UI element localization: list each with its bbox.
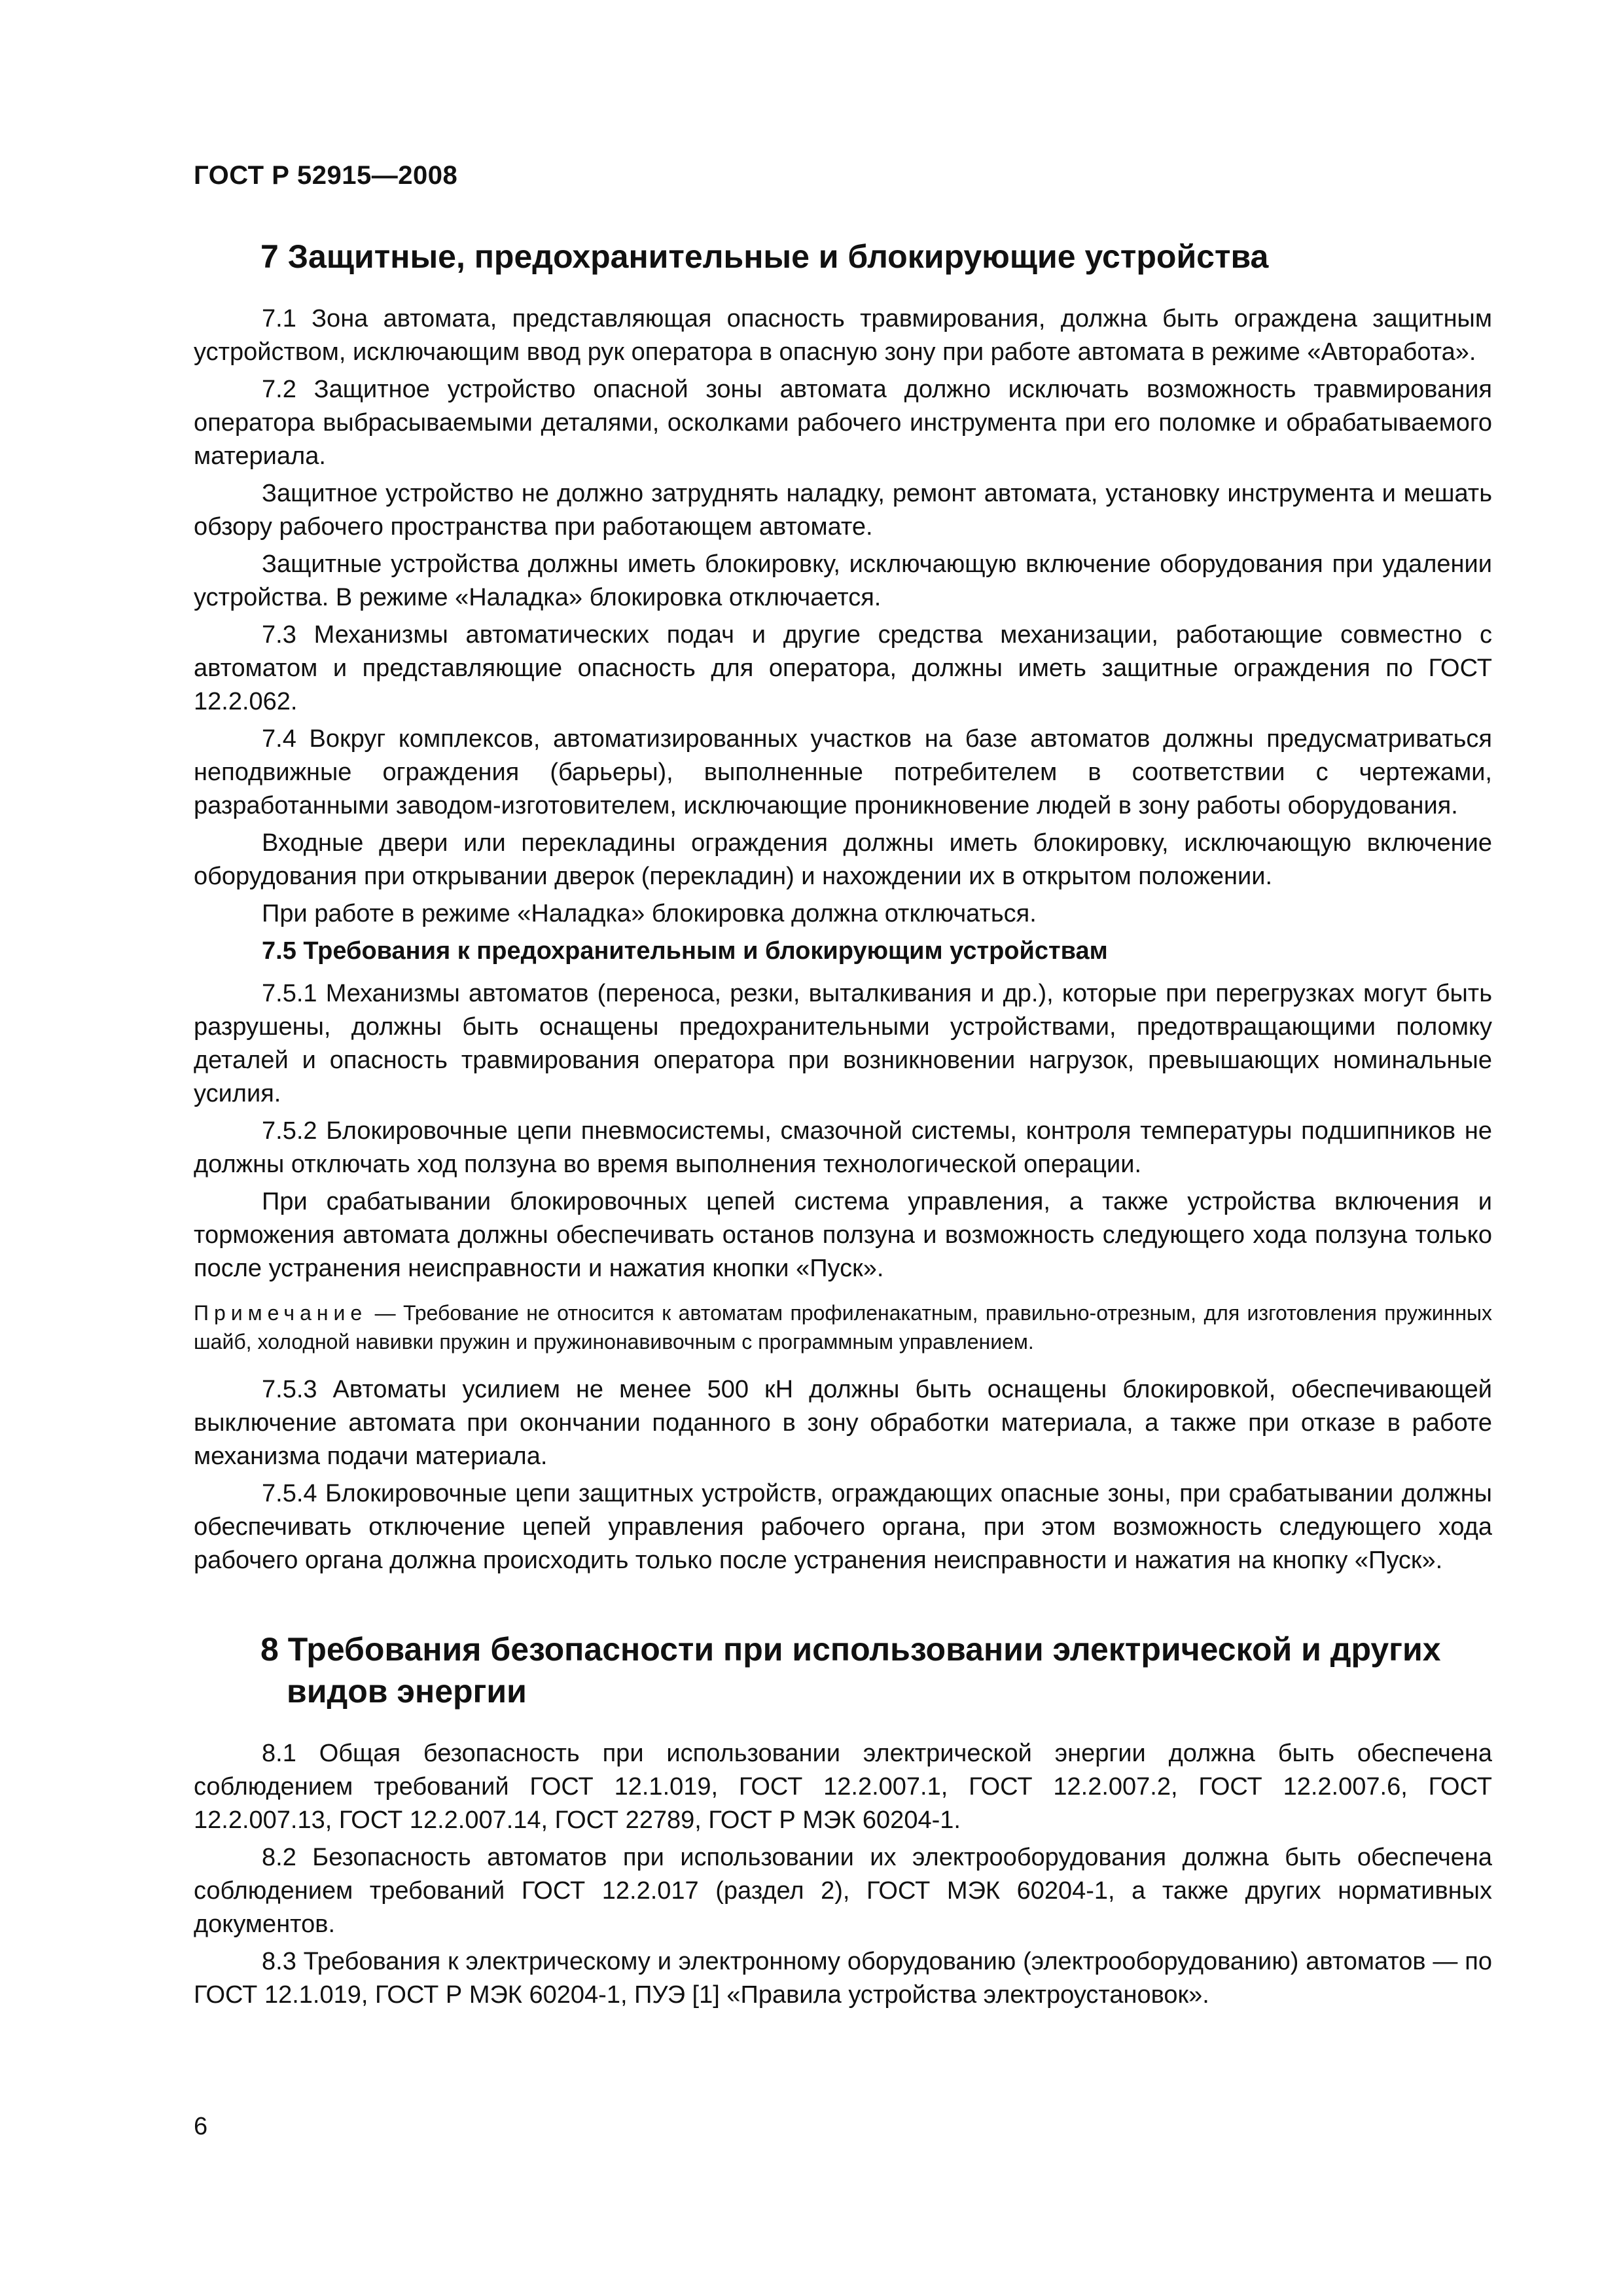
note [194,1299,1492,1356]
doc-code-header: ГОСТ Р 52915—2008 [194,161,458,190]
paragraph-7-1: 7.1 Зона автомата, представляющая опасность травмирования, должна быть ограждена защитным устройством, исключающим ввод рук оператора в опасную зону при работе автомата в режиме «Авторабота». [194,305,1492,366]
paragraph-7-2: 7.2 Защитное устройство опасной зоны автомата должно исключать возможность травмирования оператора выбрасываемыми деталями, осколками рабочего инструмента при его поломке и обрабатываемого материала. [194,376,1492,470]
paragraph-7-2-cont-1: Защитное устройство не должно затруднять наладку, ремонт автомата, установку инструмента и мешать обзору рабочего пространства при работающем автомате. [194,480,1492,541]
paragraph-7-3: 7.3 Механизмы автоматических подач и другие средства механизации, работающие совместно с автоматом и представляющие опасность для оператора, должны иметь защитные ограждения по ГОСТ 12.2.062. [194,621,1492,715]
paragraph-7-5-1: 7.5.1 Механизмы автоматов (переноса, резки, выталкивания и др.), которые при перегрузках могут быть разрушены, должны быть оснащены предохранительными устройствами, предотвращающими поломку деталей и опасность травмирования оператора при возникновении нагрузок, превышающих номинальные усилия. [194,980,1492,1107]
section-8-title: 8 Требования безопасности при использовании электрической и других видов энергии [260,1631,1441,1710]
paragraph-8-3: 8.3 Требования к электрическому и электронному оборудованию (электрооборудованию) автоматов — по ГОСТ 12.1.019, ГОСТ Р МЭК 60204-1, ПУЭ [1] «Правила устройства электроустановок». [194,1948,1492,2009]
paragraph-7-4: 7.4 Вокруг комплексов, автоматизированных участков на базе автоматов должны предусматриваться неподвижные ограждения (барьеры), выполненные потребителем в соответствии с чертежами, разработанными заводом-изготовителем, исключающие проникновение людей в зону работы оборудования. [194,725,1492,819]
paragraph-7-5-2-cont: При срабатывании блокировочных цепей система управления, а также устройства включения и торможения автомата должны обеспечивать останов ползуна и возможность следующего хода ползуна только после устранения неисправности и нажатия кнопки «Пуск». [194,1188,1492,1282]
paragraph-7-2-cont-2: Защитные устройства должны иметь блокировку, исключающую включение оборудования при удалении устройства. В режиме «Наладка» блокировка отключается. [194,550,1492,611]
section-7-title: 7 Защитные, предохранительные и блокирующие устройства [260,238,1269,275]
paragraph-8-1: 8.1 Общая безопасность при использовании электрической энергии должна быть обеспечена соблюдением требований ГОСТ 12.1.019, ГОСТ 12.2.007.1, ГОСТ 12.2.007.2, ГОСТ 12.2.007.6, ГОСТ 12.2.007.13, ГОСТ 12.2.007.14, ГОСТ 22789, ГОСТ Р МЭК 60204-1. [194,1740,1492,1834]
page-number: 6 [194,2113,208,2140]
page-content [194,236,1492,2016]
subsection-7-5-title: 7.5 Требования к предохранительным и блокирующим устройствам [262,937,1108,965]
paragraph-7-4-cont-2: При работе в режиме «Наладка» блокировка должна отключаться. [262,900,1037,927]
paragraph-7-5-4: 7.5.4 Блокировочные цепи защитных устройств, ограждающих опасные зоны, при срабатывании должны обеспечивать отключение цепей управления рабочего органа, при этом возможность следующего хода рабочего органа должна происходить только после устранения неисправности и нажатия на кнопку «Пуск». [194,1480,1492,1574]
note-label: Примечание [194,1301,368,1325]
paragraph-8-2: 8.2 Безопасность автоматов при использовании их электрооборудования должна быть обеспечена соблюдением требований ГОСТ 12.2.017 (раздел 2), ГОСТ МЭК 60204-1, а также других нормативных документов. [194,1844,1492,1938]
paragraph-7-4-cont-1: Входные двери или перекладины ограждения должны иметь блокировку, исключающую включение оборудования при открывании дверок (перекладин) и нахождении их в открытом положении. [194,829,1492,890]
paragraph-7-5-3: 7.5.3 Автоматы усилием не менее 500 кН должны быть оснащены блокировкой, обеспечивающей выключение автомата при окончании поданного в зону обработки материала, а также при отказе в работе механизма подачи материала. [194,1376,1492,1470]
paragraph-7-5-2: 7.5.2 Блокировочные цепи пневмосистемы, смазочной системы, контроля температуры подшипников не должны отключать ход ползуна во время выполнения технологической операции. [194,1117,1492,1178]
note-text: — Требование не относится к автоматам профиленакатным, правильно-отрезным, для изготовления пружинных шайб, холодной навивки пружин и пружинонавивочным с программным управлением. [194,1301,1492,1354]
